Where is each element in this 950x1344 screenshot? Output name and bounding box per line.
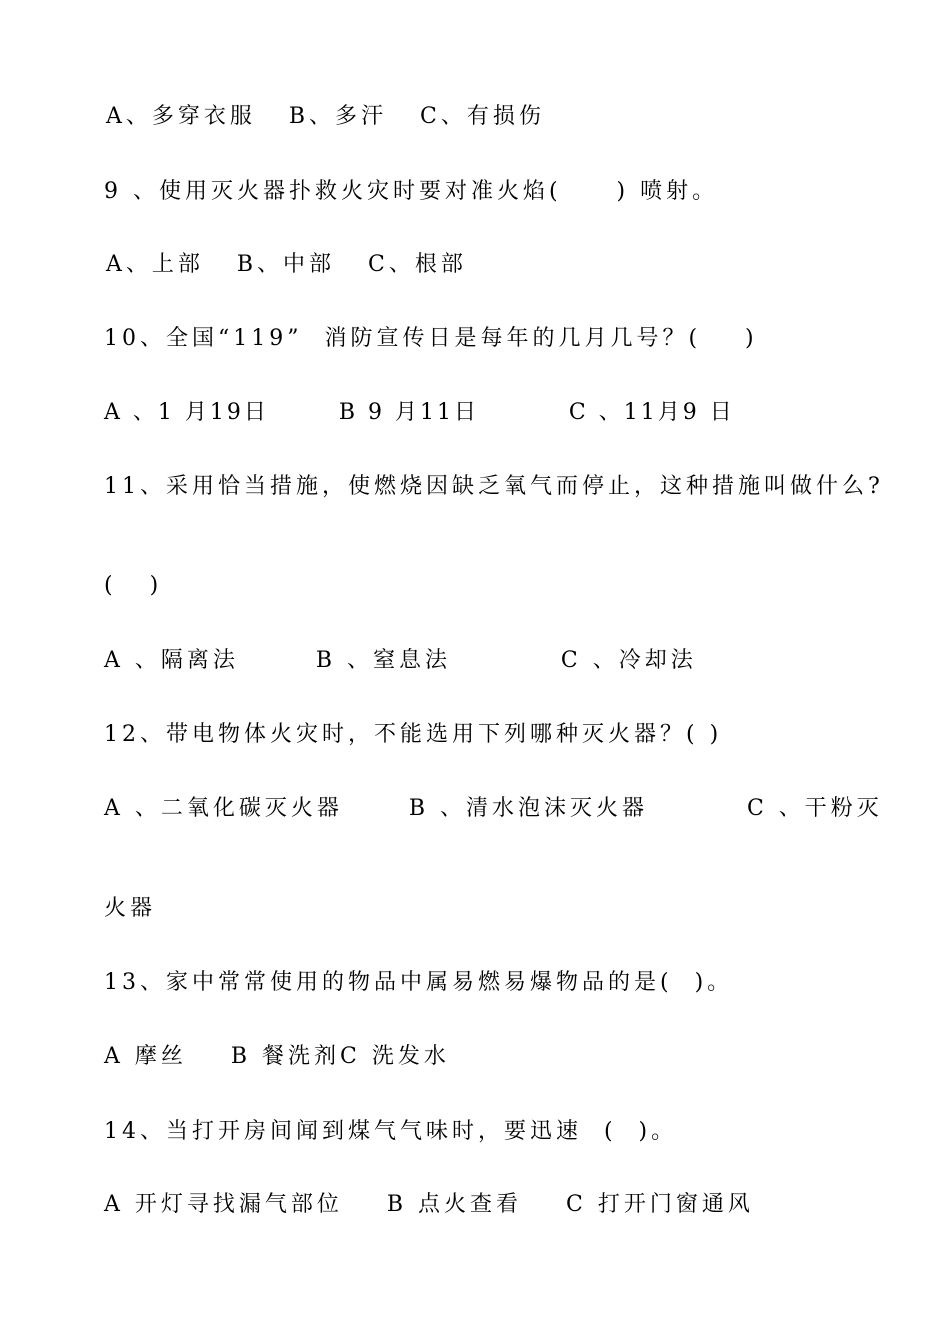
q13-options: A 摩丝 B 餐洗剂C 洗发水 [104,1044,450,1069]
q13-question: 13、家中常常使用的物品中属易燃易爆物品的是( )。 [104,970,734,995]
q9-options: A、上部 B、中部 C、根部 [106,252,467,277]
q12-question: 12、带电物体火灾时，不能选用下列哪种灭火器？( ) [104,722,723,747]
q14-question: 14、当打开房间闻到煤气气味时，要迅速 ( )。 [104,1119,678,1144]
q11-question: 11、采用恰当措施，使燃烧因缺乏氧气而停止，这种措施叫做什么? [104,474,884,499]
q14-options: A 开灯寻找漏气部位 B 点火查看 C 打开门窗通风 [104,1192,754,1217]
q10-options: A 、1 月19日 B 9 月11日 C 、11月9 日 [104,400,735,425]
q12-options-cont: 火器 [104,896,157,921]
q8-options: A、多穿衣服 B、多汗 C、有损伤 [106,104,545,129]
q10-question: 10、全国“119” 消防宣传日是每年的几月几号？( ) [104,326,758,351]
q12-options: A 、二氧化碳灭火器 B 、清水泡沫灭火器 C 、干粉灭 [104,796,883,821]
q11-answer-blank: ( ) [104,573,163,598]
q9-question: 9 、使用灭火器扑救火灾时要对准火焰( ) 喷射。 [104,179,719,204]
q11-options: A 、隔离法 B 、窒息法 C 、冷却法 [104,648,697,673]
